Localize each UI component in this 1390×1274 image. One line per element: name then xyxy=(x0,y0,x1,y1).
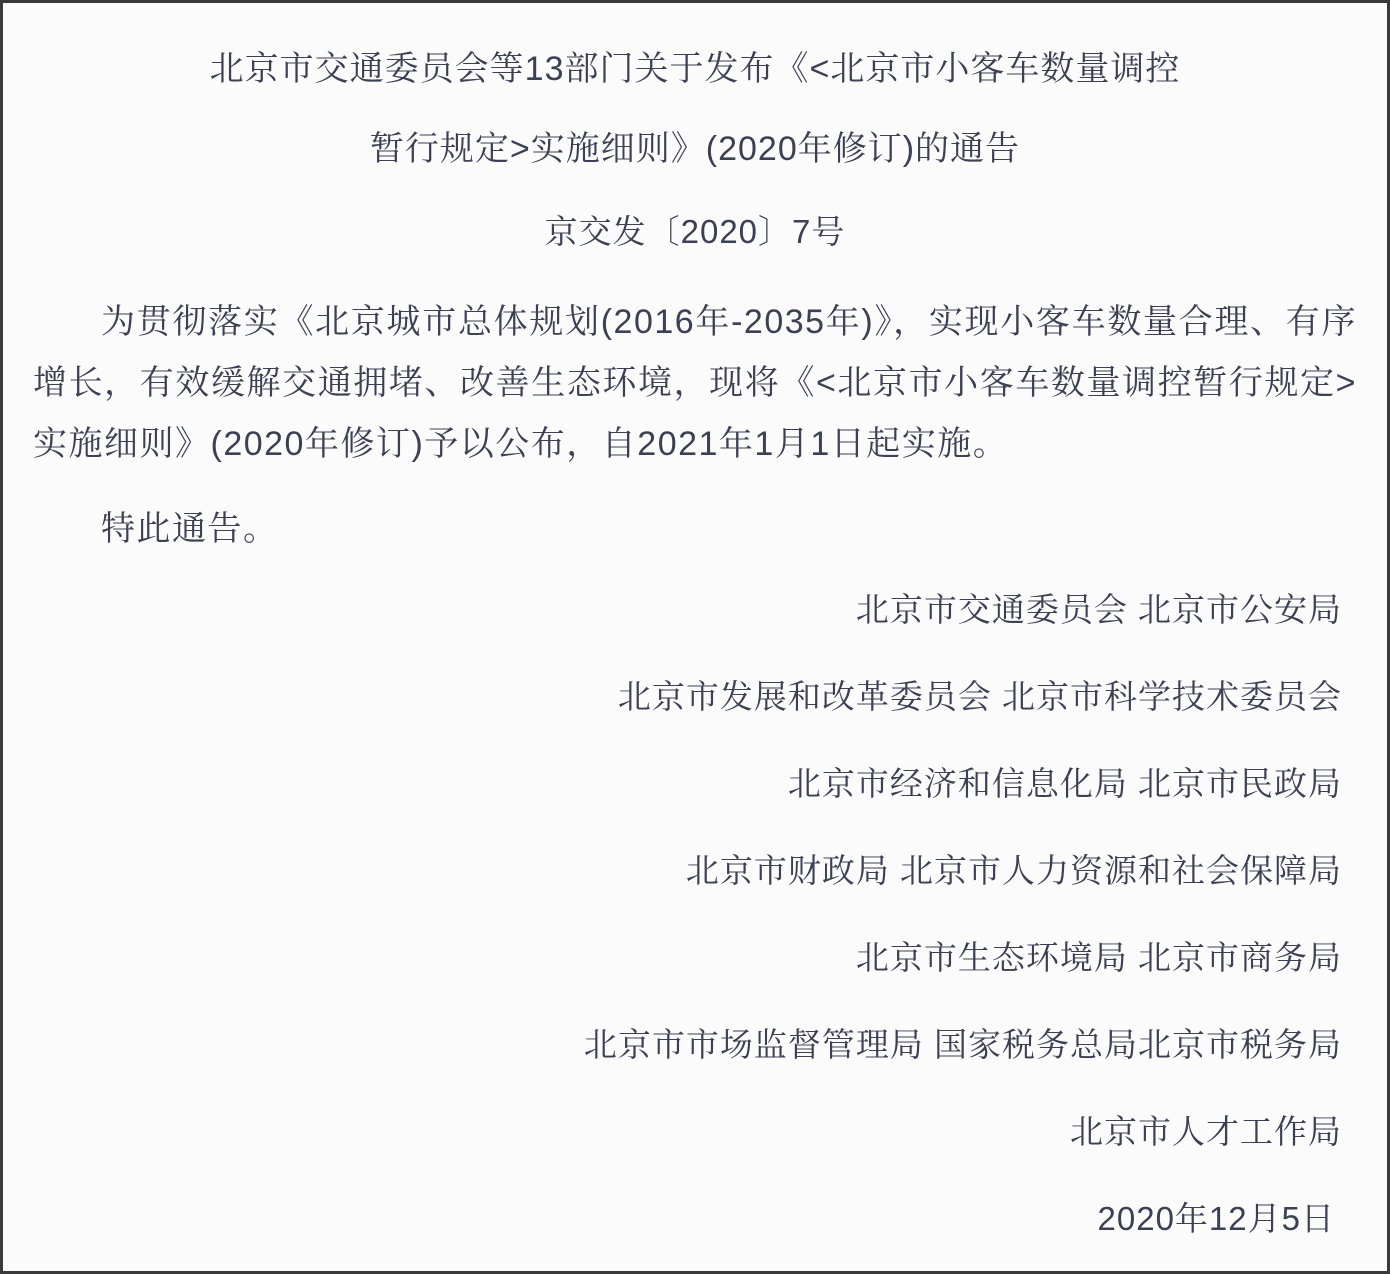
document-title-line-2: 暂行规定>实施细则》(2020年修订)的通告 xyxy=(369,130,1021,168)
document-date: 2020年12月5日 xyxy=(1097,1200,1335,1237)
signature-block xyxy=(3,593,1387,1148)
document-title xyxy=(3,29,1387,189)
closing-line: 特此通告。 xyxy=(101,510,279,548)
signature-line: 北京市经济和信息化局 北京市民政局 xyxy=(787,765,1342,802)
body-paragraph: 为贯彻落实《北京城市总体规划(2016年-2035年)》，实现小客车数量合理、有序增长，有效缓解交通拥堵、改善生态环境，现将《<北京市小客车数量调控暂行规定>实施细则》(2020年修订)予以公布，自2021年1月1日起实施。 xyxy=(33,303,1357,463)
signature-line: 北京市交通委员会 北京市公安局 xyxy=(855,591,1342,628)
signature-line: 北京市财政局 北京市人力资源和社会保障局 xyxy=(685,852,1342,889)
signature-line: 北京市人才工作局 xyxy=(1070,1113,1342,1150)
signature-line: 北京市生态环境局 北京市商务局 xyxy=(855,939,1342,976)
signature-line: 北京市发展和改革委员会 北京市科学技术委员会 xyxy=(617,678,1342,715)
document-number: 京交发〔2020〕7号 xyxy=(544,213,846,250)
document-title-line-1: 北京市交通委员会等13部门关于发布《<北京市小客车数量调控 xyxy=(209,50,1181,88)
signature-line: 北京市市场监督管理局 国家税务总局北京市税务局 xyxy=(583,1026,1342,1063)
